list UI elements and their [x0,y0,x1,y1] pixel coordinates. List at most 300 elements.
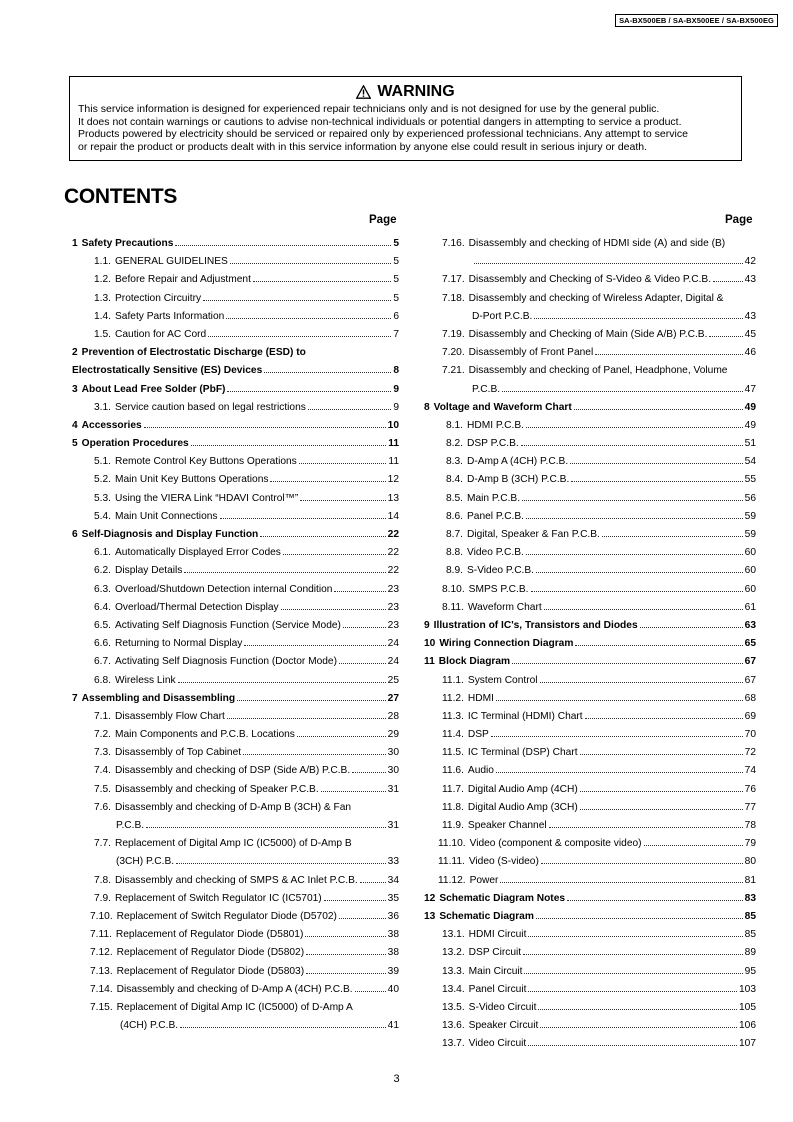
toc-entry-number: 11.2. [442,692,464,704]
toc-entry-page: 56 [744,492,756,504]
toc-entry-title: Safety Precautions [81,238,174,249]
toc-entry[interactable] [424,653,756,671]
toc-entry-title: D-Amp A (4CH) P.C.B. [467,456,569,468]
toc-entry-page: 61 [744,601,756,613]
toc-entry[interactable] [424,544,756,562]
toc-entry[interactable] [424,253,756,271]
toc-entry-page: 54 [744,456,756,468]
toc-entry-title: Waveform Chart [467,601,542,613]
toc-dot-leader [528,936,742,937]
toc-entry-number: 11.1. [442,674,464,686]
toc-entry-title: HDMI [467,692,494,704]
toc-entry-number: 7.5. [94,783,111,795]
toc-entry-title: Power [469,874,499,886]
toc-entry-page: 5 [393,292,399,304]
toc-entry[interactable] [424,508,756,526]
toc-entry-title: Panel Circuit [468,983,527,995]
toc-entry[interactable] [72,271,399,289]
toc-entry-title: Video (component & composite video) [469,838,642,850]
toc-dot-leader [339,918,386,919]
toc-entry-title: Disassembly and checking of Panel, Headphone, Volume [468,365,728,377]
toc-entry[interactable] [72,890,399,908]
warning-line: or repair the product or products dealt with in this service information by anyone else could result in serious injury or death. [78,140,648,153]
toc-dot-leader [644,845,743,846]
toc-entry-title: Replacement of Digital Amp IC (IC5000) of D-Amp A [116,1001,353,1013]
toc-entry-title: Illustration of IC's, Transistors and Diodes [433,619,638,631]
toc-entry[interactable] [72,944,399,962]
toc-entry-title: Remote Control Key Buttons Operations [115,456,297,468]
toc-entry[interactable] [424,926,756,944]
toc-entry-number: 8.11. [442,601,464,613]
toc-dot-leader [264,372,391,373]
toc-entry[interactable] [424,635,756,653]
toc-dot-leader [334,591,385,592]
toc-entry[interactable] [72,235,399,253]
toc-entry-page: 27 [387,692,399,704]
toc-entry-title: Disassembly and Checking of S-Video & Video P.C.B. [468,274,712,286]
toc-entry-number: 7.3. [94,747,111,759]
toc-entry-page: 80 [744,856,756,868]
toc-entry-number: 7.21. [442,365,465,377]
toc-entry[interactable] [72,926,399,944]
toc-entry[interactable] [424,908,756,926]
toc-entry-page: 14 [387,510,399,522]
toc-entry-title: Display Details [115,565,183,577]
toc-entry-title: Digital, Speaker & Fan P.C.B. [467,529,600,540]
toc-entry-page: 31 [387,783,399,795]
toc-dot-leader [521,445,743,446]
toc-entry[interactable] [72,963,399,981]
toc-entry-title: Main Components and P.C.B. Locations [115,729,295,741]
toc-entry-page: 36 [387,910,399,922]
toc-entry-page: 63 [744,619,756,631]
toc-entry[interactable] [424,617,756,635]
toc-dot-leader [496,772,743,773]
toc-entry[interactable] [424,562,756,580]
toc-entry-page: 67 [744,656,756,668]
toc-entry-title: Disassembly of Top Cabinet [115,747,242,759]
toc-entry-page: 79 [744,838,756,850]
toc-entry[interactable] [424,308,756,326]
toc-dot-leader [306,973,386,974]
toc-dot-leader [178,682,386,683]
toc-entry-title: Replacement of Regulator Diode (D5803) [116,965,305,977]
toc-entry-page: 43 [744,274,756,286]
toc-entry-number: 6.8. [94,674,111,686]
toc-dot-leader [526,518,743,519]
toc-entry-page: 24 [387,656,399,668]
toc-entry[interactable] [72,817,399,835]
toc-entry[interactable] [424,726,756,744]
toc-dot-leader [524,973,742,974]
toc-right-column [424,235,756,1053]
toc-entry-number: 1.2. [94,274,111,286]
toc-dot-leader [500,882,742,883]
toc-dot-leader [270,481,385,482]
toc-entry-page: 29 [387,729,399,741]
toc-entry[interactable] [72,453,399,471]
toc-entry-title: Voltage and Waveform Chart [433,401,572,413]
toc-entry[interactable] [72,581,399,599]
toc-dot-leader [184,572,385,573]
toc-entry[interactable] [424,981,756,999]
toc-entry-title: Safety Parts Information [115,310,225,322]
toc-entry[interactable] [424,781,756,799]
toc-entry[interactable] [424,490,756,508]
toc-entry[interactable] [424,835,756,853]
toc-dot-leader [528,991,737,992]
toc-entry[interactable] [424,526,756,544]
toc-dot-leader [523,954,743,955]
toc-entry[interactable] [424,762,756,780]
toc-entry[interactable] [72,599,399,617]
toc-entry[interactable] [72,308,399,326]
toc-entry-title: Audio [467,765,494,777]
toc-entry-page: 35 [387,892,399,904]
toc-entry[interactable] [424,744,756,762]
toc-entry[interactable] [72,417,399,435]
toc-entry-number: 4 [72,419,78,431]
toc-dot-leader [300,500,385,501]
toc-entry-title: DSP P.C.B. [467,438,519,450]
toc-entry-title: About Lead Free Solder (PbF) [81,383,226,395]
toc-dot-leader [360,882,386,883]
toc-entry-number: 8.10. [442,583,465,595]
toc-entry-number: 13.7. [442,1038,465,1050]
toc-dot-leader [502,391,743,392]
toc-dot-leader [538,1009,737,1010]
toc-entry-title: Protection Circuitry [115,292,202,304]
right-page-column-label: Page [725,214,753,226]
toc-entry[interactable] [424,817,756,835]
toc-entry-page: 49 [744,401,756,413]
toc-dot-leader [713,281,743,282]
toc-entry[interactable] [424,271,756,289]
toc-entry-number: 7.9. [94,892,111,904]
toc-entry[interactable] [72,326,399,344]
toc-entry-number: 13.1. [442,929,465,941]
toc-dot-leader [191,445,387,446]
toc-dot-leader [595,354,742,355]
toc-entry-title: GENERAL GUIDELINES [115,256,228,268]
toc-entry-page: 41 [387,1020,399,1032]
toc-entry-title: Caution for AC Cord [115,328,207,340]
toc-entry[interactable] [424,290,756,308]
toc-entry[interactable] [424,708,756,726]
toc-dot-leader [237,700,386,701]
toc-dot-leader [283,554,386,555]
toc-entry-number: 6.7. [94,656,111,668]
toc-entry-title: IC Terminal (DSP) Chart [467,747,578,759]
toc-entry[interactable] [424,435,756,453]
toc-entry-page: 67 [744,674,756,686]
toc-dot-leader [146,827,386,828]
toc-entry[interactable] [424,417,756,435]
toc-entry-title: Replacement of Switch Regulator Diode (D5702) [116,910,337,922]
toc-entry[interactable] [424,235,756,253]
toc-dot-leader [474,263,743,264]
toc-entry-page: 8 [393,365,399,377]
toc-dot-leader [208,336,391,337]
toc-entry-number: 7.1. [94,710,111,722]
toc-entry-title: Replacement of Regulator Diode (D5801) [115,929,304,941]
toc-entry-page: 45 [744,328,756,340]
toc-entry-title: Block Diagram [438,656,511,668]
toc-dot-leader [709,336,742,337]
toc-entry[interactable] [424,1035,756,1053]
warning-line: Products powered by electricity should be serviced or repaired only by experienced professional technicians. Any attempt to service [78,128,688,141]
toc-entry[interactable] [72,617,399,635]
toc-entry[interactable] [72,835,399,853]
toc-entry[interactable] [424,326,756,344]
toc-entry-title: DSP Circuit [468,947,522,959]
toc-entry[interactable] [72,744,399,762]
toc-entry-number: 11.3. [442,710,464,722]
toc-entry-number: 8 [424,401,430,413]
toc-entry-title: Video (S-video) [468,856,539,868]
toc-entry-title: P.C.B. [116,820,145,831]
toc-dot-leader [144,427,386,428]
toc-entry-title: Digital Audio Amp (3CH) [467,801,578,813]
toc-entry-title: Operation Procedures [81,438,189,450]
toc-entry[interactable] [424,853,756,871]
toc-entry-number: 6.6. [94,638,111,650]
toc-dot-leader [343,627,386,628]
toc-entry[interactable] [72,999,399,1017]
toc-entry[interactable] [72,435,399,453]
toc-entry[interactable] [72,399,399,417]
toc-entry-page: 23 [387,601,399,613]
toc-entry[interactable] [72,726,399,744]
toc-dot-leader [243,754,386,755]
toc-entry-page: 46 [744,347,756,359]
toc-dot-leader [580,809,743,810]
toc-entry-page: 60 [744,583,756,595]
toc-dot-leader [299,463,387,464]
toc-dot-leader [540,1027,737,1028]
toc-entry[interactable] [424,690,756,708]
toc-entry-number: 6.4. [94,601,111,613]
toc-entry[interactable] [424,944,756,962]
toc-entry-page: 5 [393,238,399,249]
toc-entry-page: 24 [387,638,399,650]
toc-entry-page: 60 [744,547,756,559]
toc-entry[interactable] [424,672,756,690]
toc-entry-title: (3CH) P.C.B. [116,856,175,868]
toc-entry-number: 8.3. [446,456,463,468]
toc-dot-leader [544,609,743,610]
toc-dot-leader [339,663,386,664]
toc-entry[interactable] [424,362,756,380]
toc-entry[interactable] [424,963,756,981]
toc-entry-number: 3.1. [94,401,111,413]
warning-heading [78,83,733,101]
toc-dot-leader [253,281,391,282]
toc-entry[interactable] [72,981,399,999]
toc-dot-leader [531,591,743,592]
toc-entry-page: 51 [744,438,756,450]
toc-entry-number: 11.5. [442,747,464,759]
toc-entry-page: 38 [387,947,399,959]
toc-entry-number: 10 [424,638,436,650]
toc-entry[interactable] [72,908,399,926]
toc-entry-title: Disassembly and checking of Wireless Adapter, Digital & [468,292,724,304]
toc-entry-number: 13.4. [442,983,465,995]
toc-entry-title: Schematic Diagram Notes [439,892,566,904]
toc-dot-leader [244,645,385,646]
toc-entry-number: 7.14. [90,983,113,995]
toc-entry[interactable] [424,890,756,908]
toc-entry[interactable] [72,471,399,489]
toc-dot-leader [227,391,391,392]
toc-entry-number: 7.2. [94,729,111,741]
toc-entry[interactable] [72,762,399,780]
toc-entry[interactable] [72,799,399,817]
toc-entry-number: 6.3. [94,583,111,595]
toc-entry[interactable] [72,853,399,871]
toc-entry[interactable] [424,872,756,890]
toc-entry[interactable] [424,399,756,417]
toc-entry-page: 5 [393,256,399,268]
toc-dot-leader [305,936,385,937]
toc-entry[interactable] [72,781,399,799]
toc-dot-leader [536,572,743,573]
toc-entry[interactable] [72,526,399,544]
toc-entry-page: 105 [739,1001,756,1013]
toc-entry[interactable] [72,635,399,653]
toc-entry-page: 59 [744,529,756,540]
toc-entry-number: 7.8. [94,874,111,886]
toc-entry[interactable] [72,253,399,271]
toc-entry[interactable] [72,872,399,890]
toc-entry-number: 11.9. [442,820,464,831]
toc-dot-leader [549,827,743,828]
toc-entry-title: Replacement of Digital Amp IC (IC5000) of D-Amp B [115,838,352,850]
toc-entry[interactable] [424,381,756,399]
toc-entry-title: S-Video P.C.B. [467,565,535,577]
toc-left-column [72,235,399,1035]
warning-title: WARNING [377,83,455,100]
toc-entry-number: 8.2. [446,438,463,450]
toc-entry-page: 22 [387,565,399,577]
toc-entry[interactable] [424,1017,756,1035]
toc-entry-page: 22 [387,529,399,540]
toc-entry-title: Wiring Connection Diagram [439,638,574,650]
toc-entry-page: 72 [744,747,756,759]
toc-entry-number: 8.7. [446,529,463,540]
toc-entry-number: 11.11. [438,856,465,868]
toc-entry-title: Activating Self Diagnosis Function (Doctor Mode) [115,656,337,668]
toc-entry[interactable] [72,381,399,399]
toc-dot-leader [281,609,386,610]
toc-entry-number: 7 [72,692,78,704]
toc-entry-page: 68 [744,692,756,704]
toc-entry-number: 5.1. [94,456,111,468]
toc-entry-page: 39 [387,965,399,977]
toc-entry[interactable] [72,672,399,690]
toc-entry-page: 9 [393,401,399,413]
toc-dot-leader [496,700,743,701]
toc-entry-title: Main Circuit [468,965,523,977]
toc-entry-number: 2 [72,347,78,359]
toc-entry-number: 1.1. [94,256,111,268]
toc-dot-leader [540,682,743,683]
toc-entry[interactable] [72,690,399,708]
toc-entry-page: 81 [744,874,756,886]
toc-entry-title: Disassembly Flow Chart [115,710,225,722]
toc-entry-title: DSP [467,729,489,741]
toc-entry[interactable] [424,471,756,489]
toc-entry-page: 13 [387,492,399,504]
toc-entry[interactable] [424,599,756,617]
toc-entry-page: 69 [744,710,756,722]
toc-entry-number: 7.17. [442,274,465,286]
toc-entry-page: 22 [387,547,399,559]
toc-entry-title: Assembling and Disassembling [81,692,236,704]
toc-entry-number: 7.15. [90,1001,113,1013]
toc-entry-number: 13.5. [442,1001,465,1013]
toc-entry[interactable] [72,362,399,380]
toc-dot-leader [297,736,386,737]
toc-entry-title: Speaker Channel [467,820,547,831]
toc-entry-page: 34 [387,874,399,886]
toc-entry[interactable] [72,653,399,671]
toc-entry-page: 55 [744,474,756,486]
toc-dot-leader [575,645,742,646]
toc-entry[interactable] [424,999,756,1017]
toc-entry[interactable] [72,508,399,526]
toc-entry[interactable] [72,490,399,508]
toc-entry-page: 85 [744,910,756,922]
toc-entry-title: System Control [467,674,538,686]
toc-entry-number: 7.7. [94,838,111,850]
toc-entry[interactable] [424,799,756,817]
toc-entry[interactable] [424,453,756,471]
toc-entry[interactable] [424,581,756,599]
toc-entry-page: 78 [744,820,756,831]
toc-entry-page: 33 [387,856,399,868]
toc-dot-leader [585,718,743,719]
warning-box [69,76,742,161]
toc-entry-number: 6.1. [94,547,111,559]
toc-entry[interactable] [72,1017,399,1035]
toc-entry[interactable] [72,562,399,580]
toc-entry-number: 7.6. [94,801,111,813]
toc-entry-page: 38 [387,929,399,941]
toc-entry-page: 74 [744,765,756,777]
toc-entry[interactable] [72,708,399,726]
toc-entry-number: 11.10. [438,838,466,850]
toc-entry-number: 5 [72,438,78,450]
toc-entry-number: 11 [424,656,435,668]
toc-dot-leader [355,991,386,992]
toc-entry-number: 13.3. [442,965,465,977]
toc-entry-page: 107 [739,1038,756,1050]
toc-dot-leader [580,791,743,792]
toc-dot-leader [260,536,385,537]
toc-entry-page: 5 [393,274,399,286]
toc-entry-page: 65 [744,638,756,650]
toc-entry[interactable] [72,544,399,562]
toc-entry-number: 11.4. [442,729,464,741]
toc-entry[interactable] [424,344,756,362]
toc-entry[interactable] [72,344,399,362]
toc-entry-number: 13.2. [442,947,465,959]
toc-dot-leader [352,772,385,773]
toc-entry[interactable] [72,290,399,308]
toc-entry-page: 12 [387,474,399,486]
toc-entry-title: Automatically Displayed Error Codes [115,547,281,559]
